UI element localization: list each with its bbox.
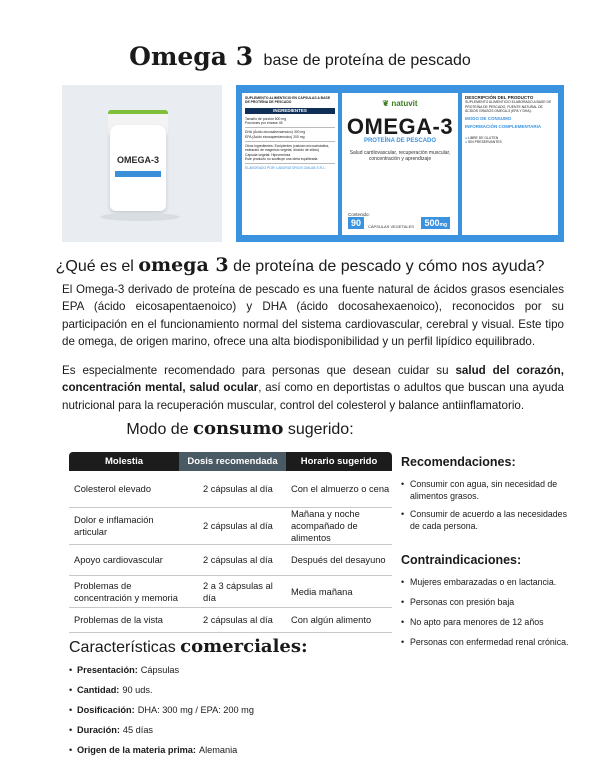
table-cell: Colesterol elevado <box>74 484 152 494</box>
label-count: 90 <box>348 217 364 229</box>
list-item <box>69 744 254 756</box>
bottle-label-band <box>115 171 161 177</box>
bullet-icon: • <box>401 479 405 489</box>
list-item <box>401 616 571 628</box>
label-ingredient: Cápsula vegetal: Hipromelosa <box>245 152 291 157</box>
bottle-shadow <box>100 213 180 221</box>
label-left-header: SUPLEMENTO ALIMENTICIO EN CÁPSULAS A BASE DE PROTEÍNA DE PESCADO <box>245 96 331 105</box>
bullet-icon: • <box>401 577 405 587</box>
label-ingredient: Este producto no sustituye una dieta equilibrada <box>245 156 318 161</box>
table-cell: 2 a 3 cápsulas al día <box>203 580 273 603</box>
recommended-text-c: , así como en deportistas o adultos que buscan una ayuda nutricional para la recuperación muscular, control del colesterol y balance antiinflamatorio. <box>62 381 564 412</box>
feature-value: 90 uds. <box>122 685 153 695</box>
bullet-icon: • <box>401 637 405 647</box>
list-item-text: Consumir con agua, sin necesidad de alimentos grasos. <box>410 479 558 501</box>
table-row <box>69 576 392 608</box>
table-cell: Mañana y noche acompañado de alimentos <box>291 509 360 543</box>
table-row <box>69 545 392 576</box>
bottle-label <box>115 145 161 191</box>
label-ingredient: Otros ingredientes: Excipientes (calcium microcristalina, estearato de magnesio vegetal, dióxido de silicio) <box>245 144 330 153</box>
label-badge-text: LIBRE DE GLUTEN <box>468 135 499 140</box>
label-right-info: INFORMACIÓN COMPLEMENTARIA <box>465 124 542 130</box>
table-cell: Apoyo cardiovascular <box>74 555 163 565</box>
divider <box>245 141 335 142</box>
bullet-icon: • <box>401 597 405 607</box>
list-item-text: Personas con enfermedad renal crónica. <box>410 637 569 647</box>
table-row <box>69 508 392 545</box>
list-item <box>69 664 254 676</box>
bullet-icon: • <box>401 509 405 519</box>
feature-value: Cápsulas <box>140 665 180 675</box>
label-left-panel <box>242 93 338 235</box>
table-cell: 2 cápsulas al día <box>203 555 273 565</box>
list-item <box>69 684 254 696</box>
feature-key: Dosificación: <box>77 705 135 715</box>
usage-pre: Modo de <box>126 421 189 438</box>
label-ingredient: Tamaño de porción 500 mg <box>245 116 287 121</box>
contraindications-heading: Contraindicaciones: <box>401 553 522 567</box>
table-cell: Después del desayuno <box>291 555 386 565</box>
list-item <box>401 478 571 502</box>
question-pre: ¿Qué es el <box>55 258 134 275</box>
table-row <box>69 471 392 508</box>
feature-key: Duración: <box>77 725 120 735</box>
list-item <box>401 596 571 608</box>
list-item-text: Personas con presión baja <box>410 597 515 607</box>
label-ingredient: DHA (Ácido docosahexaenoico) 300 mg <box>245 130 306 135</box>
dosage-table <box>69 452 392 633</box>
label-main-panel <box>342 93 458 235</box>
feature-key: Presentación: <box>77 665 138 675</box>
feature-value: DHA: 300 mg / EPA: 200 mg <box>137 705 254 715</box>
table-cell: Media mañana <box>291 586 353 597</box>
label-dose-value: 500 <box>424 218 440 228</box>
bullet-icon: • <box>69 745 73 755</box>
recommended-highlight: salud del corazón, concentración mental, salud ocular <box>62 364 564 395</box>
list-item <box>401 636 571 648</box>
column-header: Dosis recomendada <box>179 452 286 471</box>
recommendations-list <box>401 478 571 538</box>
label-ingredient: EPA (Ácido eicosapentaenoico) 200 mg <box>245 134 305 139</box>
bullet-icon: • <box>69 705 73 715</box>
check-icon: ● <box>465 140 468 145</box>
list-item-text: Mujeres embarazadas o en lactancia. <box>410 577 557 587</box>
usage-post: sugerido: <box>287 421 354 438</box>
table-cell: Dolor e inflamación articular <box>74 515 154 537</box>
label-capsules: CÁPSULAS VEGETALES <box>368 224 414 229</box>
usage-heading <box>0 418 480 439</box>
feature-key: Cantidad: <box>77 685 120 695</box>
label-dose <box>421 217 450 229</box>
label-benefits: Salud cardiovascular, recuperación muscular, concentración y aprendizaje <box>349 150 451 162</box>
divider <box>245 127 335 128</box>
label-badge-row <box>465 136 555 145</box>
table-cell: Problemas de concentración y memoria <box>74 580 178 603</box>
bottle-label-title: OMEGA-3 <box>116 155 159 165</box>
label-left-footer: ELABORADO POR: LABORATORIOS OMLAB S.R.L. <box>245 166 326 171</box>
question-heading <box>0 254 600 276</box>
label-title: OMEGA-3 <box>346 114 454 139</box>
label-dose-unit: mg <box>439 222 447 228</box>
bullet-icon: • <box>401 617 405 627</box>
feature-key: Origen de la materia prima: <box>77 745 196 755</box>
recommendations-heading: Recomendaciones: <box>401 455 516 469</box>
table-cell: Con algún alimento <box>291 615 372 625</box>
label-subtitle: PROTEÍNA DE PESCADO <box>363 138 437 144</box>
feature-value: Alemania <box>198 745 238 755</box>
leaf-icon: ❦ <box>382 99 390 108</box>
label-brand <box>342 99 458 108</box>
table-cell: Con el almuerzo o cena <box>291 484 390 494</box>
label-brand-text: natuvit <box>391 99 418 108</box>
list-item <box>69 724 254 736</box>
label-ingredients-title: INGREDIENTES <box>245 108 335 114</box>
bullet-icon: • <box>69 665 73 675</box>
label-right-panel <box>462 93 558 235</box>
label-badge-text: SIN PRESERVANTES <box>468 140 502 145</box>
table-row <box>69 608 392 633</box>
list-item-text: No apto para menores de 12 años <box>410 617 544 627</box>
label-right-text: SUPLEMENTO ALIMENTICIO ELABORADO A BASE DE PROTEÍNA DE PESCADO, FUENTE NATURAL DE ÁCIDOS GRASOS OMEGA-3 (EPA Y DHA). <box>465 100 552 113</box>
table-cell: 2 cápsulas al día <box>203 615 273 625</box>
check-icon: ● <box>465 135 468 140</box>
contraindications-list <box>401 576 571 656</box>
table-cell: 2 cápsulas al día <box>203 484 273 494</box>
label-right-header: DESCRIPCIÓN DEL PRODUCTO <box>465 95 534 100</box>
bullet-icon: • <box>69 725 73 735</box>
recommended-paragraph <box>62 362 564 414</box>
label-content-text: Contenido: <box>348 212 370 217</box>
list-item <box>401 508 571 532</box>
bullet-icon: • <box>69 685 73 695</box>
title-subtitle: base de proteína de pescado <box>263 52 471 69</box>
label-ingredient: Porciones por envase 45 <box>245 121 283 126</box>
feature-value: 45 días <box>122 725 154 735</box>
commercial-heading <box>69 636 308 657</box>
label-right-mode: MODO DE CONSUMO <box>465 116 512 122</box>
usage-bold: consumo <box>193 418 284 439</box>
intro-paragraph: El Omega-3 derivado de proteína de pescado es una fuente natural de ácidos grasos esenciales EPA (ácido eicosapentaenoico) y DHA (ácido docosahexaenoico), reconocidos por su participación en el funcionamiento normal del sistema cardiovascular, cerebral y visual. Este tipo de omega, de origen marino, ofrece una alta biodisponibilidad y un perfil lipídico equilibrado. <box>62 283 564 349</box>
list-item <box>401 576 571 588</box>
list-item <box>69 704 254 716</box>
page-title <box>0 42 600 71</box>
product-label <box>236 85 564 242</box>
commercial-bold: comerciales: <box>180 636 308 657</box>
commercial-list <box>69 664 254 764</box>
table-cell: Problemas de la vista <box>74 615 163 625</box>
product-photo <box>62 85 222 242</box>
column-header: Horario sugerido <box>286 452 392 471</box>
recommended-text-a: Es especialmente recomendado para personas que desean cuidar su <box>62 364 456 377</box>
label-badge <box>465 140 555 144</box>
question-brand: omega 3 <box>138 254 229 276</box>
column-header: Molestia <box>69 452 179 471</box>
table-header <box>69 452 392 471</box>
question-post: de proteína de pescado y cómo nos ayuda? <box>233 258 545 275</box>
title-brand: Omega 3 <box>129 42 254 71</box>
divider <box>245 163 335 164</box>
bottle <box>110 125 166 211</box>
table-cell: 2 cápsulas al día <box>203 521 273 531</box>
list-item-text: Consumir de acuerdo a las necesidades de cada persona. <box>410 509 567 531</box>
commercial-pre: Características <box>69 639 176 656</box>
